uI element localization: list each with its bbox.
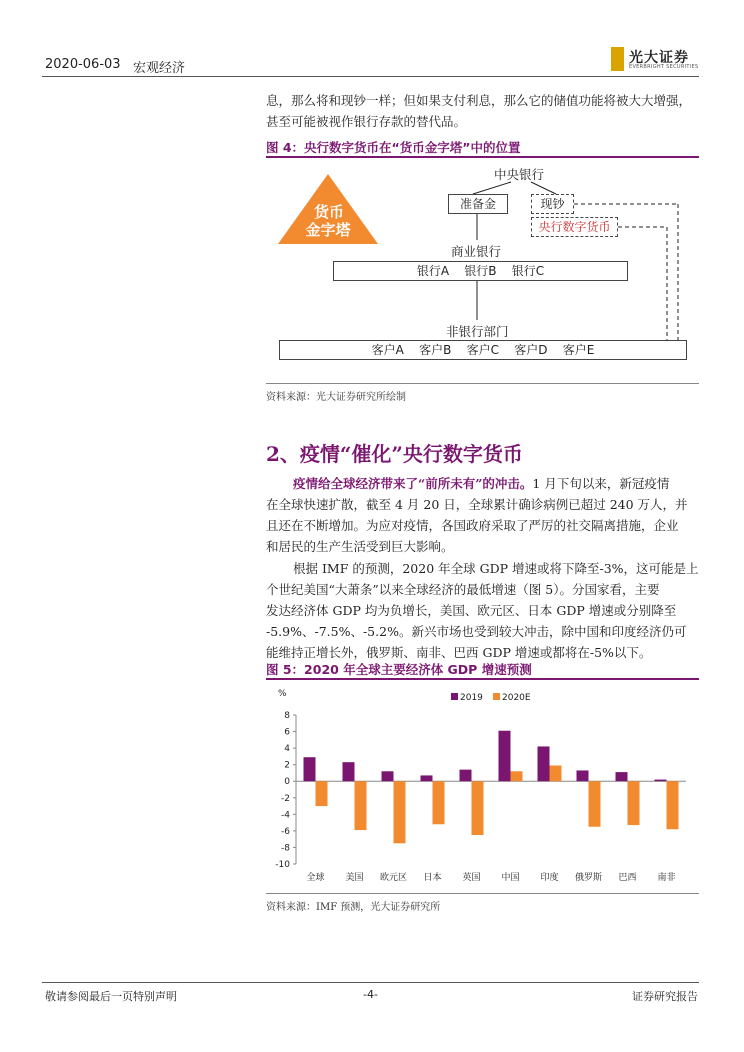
x-tick-label: 美国 — [345, 873, 364, 883]
bar-2019-英国 — [460, 770, 472, 782]
logo-mark-icon — [611, 47, 624, 71]
non-bank-label: 非银行部门 — [446, 324, 509, 339]
para2-line2: 个世纪美国“大萧条”以来全球经济的最低增速（图 5）。分国家看，主要 — [266, 582, 660, 597]
y-tick-label: -4 — [281, 810, 290, 821]
pyramid-label — [306, 204, 352, 221]
bar-2020E-日本 — [433, 781, 445, 824]
pyramid-label-line2: 金字塔 — [305, 221, 351, 239]
intro-line-2: 甚至可能被视作银行存款的替代品。 — [266, 114, 467, 129]
commercial-bank-label: 商业银行 — [451, 244, 502, 259]
bar-2019-印度 — [538, 746, 550, 781]
bar-2019-全球 — [304, 757, 316, 781]
cbdc-box: 央行数字货币 — [531, 217, 618, 237]
bank-row — [333, 261, 628, 281]
pyramid-label-line1: 货币 — [313, 203, 344, 221]
customer-e: 客户E — [562, 343, 595, 357]
customer-c: 客户C — [466, 343, 499, 357]
bar-2019-欧元区 — [382, 771, 394, 781]
para2-line3: 发达经济体 GDP 均为负增长，美国、欧元区、日本 GDP 增速或分别降至 — [266, 603, 677, 618]
bar-2020E-南非 — [667, 781, 679, 829]
customer-row — [279, 340, 687, 360]
y-tick-label: 6 — [284, 727, 290, 738]
report-date: 2020-06-03 — [45, 57, 121, 72]
y-tick-label: 8 — [284, 711, 290, 721]
bar-2020E-巴西 — [628, 781, 640, 825]
gdp-chart-svg — [266, 682, 699, 888]
y-tick-label: -6 — [281, 826, 290, 837]
legend-swatch-2019 — [451, 693, 458, 700]
figure4-title-rule — [266, 156, 699, 158]
para2-line4: -5.9%、-7.5%、-5.2%。新兴市场也受到较大冲击，除中国和印度经济仍可 — [266, 624, 687, 639]
figure5-source-rule — [266, 893, 699, 894]
y-tick-label: 4 — [284, 744, 290, 755]
footer-divider — [42, 982, 699, 983]
footer-report-type: 证券研究报告 — [632, 990, 698, 1003]
figure5-source: 资料来源：IMF 预测，光大证券研究所 — [266, 902, 441, 913]
para1-line2: 在全球快速扩散，截至 4 月 20 日，全球累计确诊病例已超过 240 万人，并 — [266, 497, 688, 512]
figure4-source-rule — [266, 383, 699, 384]
footer-disclaimer: 敬请参阅最后一页特别声明 — [45, 990, 177, 1003]
section-title: 2、疫情“催化”央行数字货币 — [266, 442, 523, 466]
bar-2019-日本 — [421, 775, 433, 781]
y-axis-unit-label: % — [278, 689, 287, 699]
bar-2019-美国 — [343, 762, 355, 781]
x-tick-label: 印度 — [540, 873, 559, 883]
legend-swatch-2020E — [493, 693, 500, 700]
logo-english: EVERBRIGHT SECURITIES — [629, 64, 699, 70]
cash-box: 现钞 — [531, 194, 574, 214]
para1-line1-rest: 1 月下旬以来，新冠疫情 — [532, 476, 670, 491]
central-bank-label: 中央银行 — [494, 167, 545, 182]
y-tick-label: -2 — [281, 793, 290, 804]
bar-2020E-美国 — [355, 781, 367, 830]
page-number: -4- — [363, 988, 378, 1001]
bar-2020E-俄罗斯 — [589, 781, 601, 827]
bar-2019-巴西 — [616, 772, 628, 781]
x-tick-label: 巴西 — [618, 873, 637, 883]
company-logo — [611, 47, 699, 73]
customer-d: 客户D — [514, 343, 548, 357]
logo-name: 光大证券 — [629, 50, 689, 66]
x-tick-label: 日本 — [423, 873, 442, 883]
para2-line5: 能维持正增长外，俄罗斯、南非、巴西 GDP 增速或都将在-5%以下。 — [266, 645, 652, 660]
customer-b: 客户B — [419, 343, 452, 357]
intro-line-1: 息，那么将和现钞一样；但如果支付利息，那么它的储值功能将被大大增强， — [266, 93, 692, 108]
x-tick-label: 中国 — [501, 873, 520, 883]
bar-2019-南非 — [655, 780, 667, 782]
pyramid-diagram — [266, 160, 699, 375]
figure4-title: 图 4：央行数字货币在“货币金字塔”中的位置 — [266, 140, 521, 155]
gdp-chart — [266, 682, 699, 888]
header-divider — [42, 76, 699, 77]
para1-line3: 且还在不断增加。为应对疫情，各国政府采取了严厉的社交隔离措施，企业 — [266, 518, 679, 533]
x-tick-label: 全球 — [306, 873, 325, 883]
figure5-title: 图 5：2020 年全球主要经济体 GDP 增速预测 — [266, 662, 532, 677]
reserve-box: 准备金 — [448, 194, 508, 214]
bar-2019-俄罗斯 — [577, 770, 589, 781]
x-tick-label: 英国 — [462, 873, 481, 883]
para2-line1: 根据 IMF 的预测，2020 年全球 GDP 增速或将下降至-3%，这可能是上 — [293, 561, 699, 576]
x-tick-label: 俄罗斯 — [574, 873, 603, 883]
y-tick-label: 0 — [284, 777, 290, 788]
report-topic: 宏观经济 — [133, 61, 186, 76]
bank-b: 银行B — [464, 264, 497, 278]
x-tick-label: 南非 — [657, 873, 676, 883]
para1-emphasis: 疫情给全球经济带来了“前所未有”的冲击。 — [293, 476, 533, 491]
legend-label-2020E: 2020E — [502, 693, 531, 703]
x-tick-label: 欧元区 — [379, 873, 408, 883]
bar-2019-中国 — [499, 731, 511, 781]
para1-line1 — [293, 473, 713, 495]
bar-2020E-英国 — [472, 781, 484, 835]
bar-2020E-欧元区 — [394, 781, 406, 843]
legend-label-2019: 2019 — [460, 693, 483, 703]
y-tick-label: -10 — [275, 860, 290, 870]
figure4-source: 资料来源：光大证券研究所绘制 — [266, 392, 406, 403]
bar-2020E-中国 — [511, 771, 523, 781]
bank-c: 银行C — [511, 264, 545, 278]
figure5-title-rule — [266, 678, 699, 680]
para1-line4: 和居民的生产生活受到巨大影响。 — [266, 539, 454, 554]
y-tick-label: 2 — [284, 760, 290, 771]
bank-a: 银行A — [416, 264, 450, 278]
bar-2020E-印度 — [550, 765, 562, 781]
customer-a: 客户A — [371, 343, 404, 357]
bar-2020E-全球 — [316, 781, 328, 806]
y-tick-label: -8 — [281, 843, 290, 854]
